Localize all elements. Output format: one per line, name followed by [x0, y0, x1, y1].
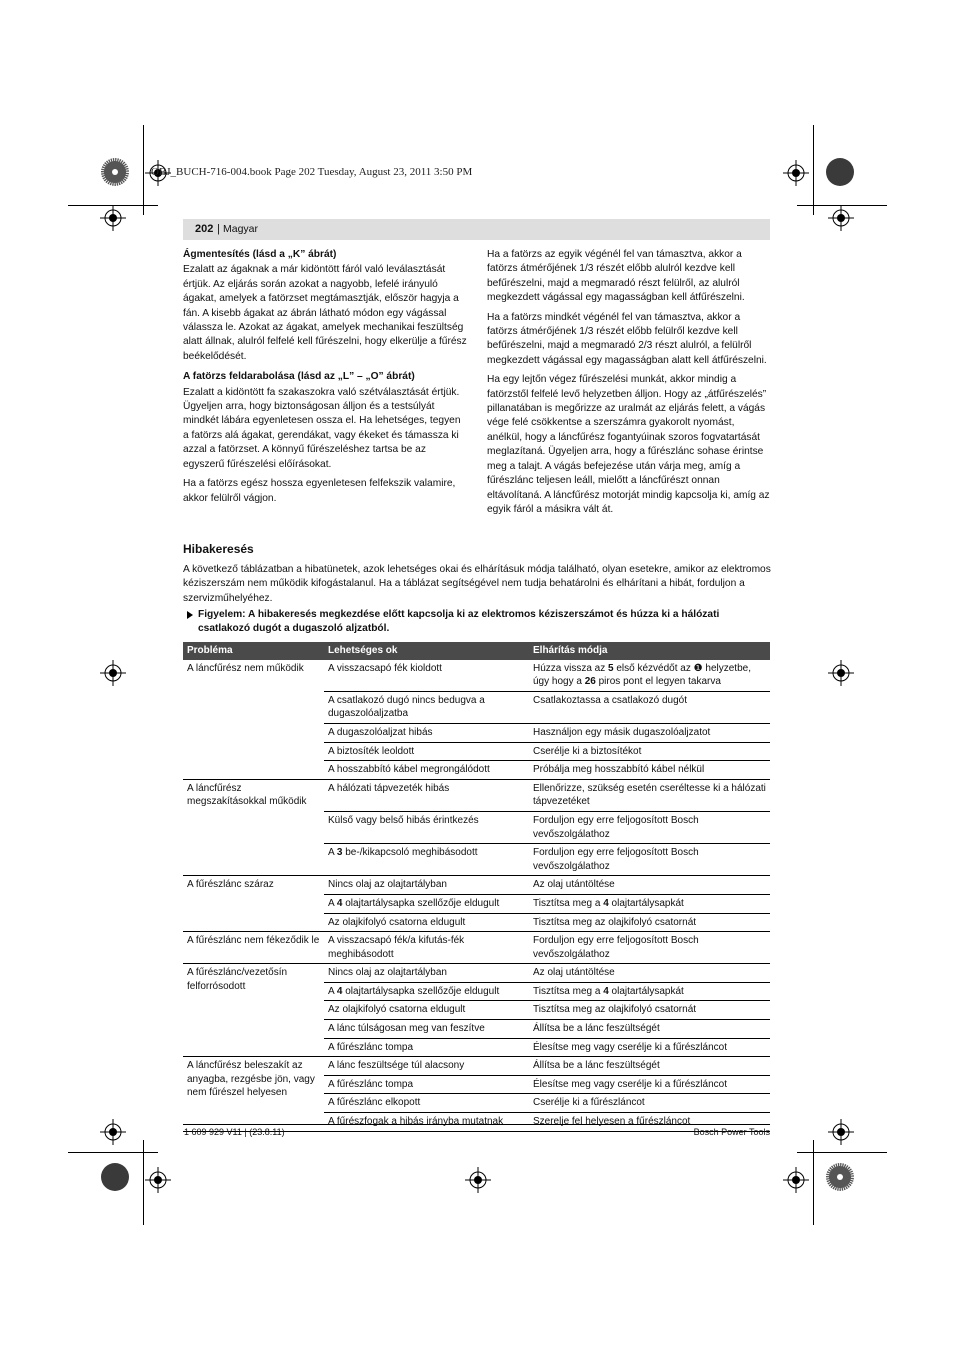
cell-remedy: Forduljon egy erre feljogosított Bosch vevőszolgálathoz: [529, 932, 770, 964]
paragraph: Ha a fatörzs mindkét végénél fel van támasztva, akkor a fatörzs átmérőjének 1/3 részét előbb felülről kezdve kell befűrészelni, majd a megmaradó 2/3 részt alulról, a felülről megkezdett vágással egy magasságban alatt kell átfűrészelni.: [487, 311, 767, 366]
registration-target-icon: [100, 205, 126, 231]
cell-remedy: Tisztítsa meg az olajkifolyó csatornát: [529, 913, 770, 932]
registration-target-icon: [145, 1167, 171, 1193]
column-header: Elhárítás módja: [529, 642, 770, 660]
cell-remedy: Állítsa be a lánc feszültségét: [529, 1020, 770, 1039]
crop-mark: [143, 125, 144, 215]
cell-remedy: Szerelje fel helyesen a fűrészláncot: [529, 1113, 770, 1132]
cell-cause: A lánc túlságosan meg van feszítve: [324, 1020, 529, 1039]
paragraph: Ezalatt az ágaknak a már kidöntött fáról való leválasztását értjük. Az eljárás során azokat a nagyobb, lefelé irányuló ágakat, amelyek a fatörzset megtámasztják, először hagyja a fán. A kisebb ágakat az ábrán látható módon egy vágással válassza le. Azokat az ágakat, amelyek mechanikai feszültség alatt állnak, alulról felfelé kell fűrészelni, hogy elkerülje a fűrész beékelődését.: [183, 264, 467, 362]
cell-cause: Külső vagy belső hibás érintkezés: [324, 811, 529, 843]
color-wheel-icon: [100, 157, 130, 187]
footer-doc-number: 1 609 929 V11 | (23.8.11): [184, 1127, 285, 1137]
cell-remedy: Állítsa be a lánc feszültségét: [529, 1057, 770, 1076]
right-column: [487, 248, 772, 522]
cell-cause: A dugaszolóaljzat hibás: [324, 723, 529, 742]
table-row: [183, 779, 770, 811]
table-row: [183, 660, 770, 692]
cell-cause: A fűrészlánc tompa: [324, 1038, 529, 1057]
footer-brand: Bosch Power Tools: [693, 1127, 770, 1137]
registration-target-icon: [828, 1119, 854, 1145]
troubleshooting-table: [183, 642, 770, 1132]
printer-slug: OBJ_BUCH-716-004.book Page 202 Tuesday, August 23, 2011 3:50 PM: [151, 166, 473, 178]
cell-cause: A hálózati tápvezeték hibás: [324, 779, 529, 811]
warning-note: [187, 608, 767, 637]
crop-mark: [68, 1152, 158, 1153]
registration-target-icon: [100, 660, 126, 686]
crop-mark: [143, 1140, 144, 1225]
cell-remedy: Csatlakoztassa a csatlakozó dugót: [529, 691, 770, 723]
cell-remedy: Húzza vissza az 5 első kézvédőt az ❶ helyzetbe, úgy hogy a 26 piros pont el legyen takarva: [529, 660, 770, 692]
table-row: [183, 876, 770, 895]
section-title: Hibakeresés: [183, 542, 254, 556]
column-header: Lehetséges ok: [324, 642, 529, 660]
cell-cause: A hosszabbító kábel megrongálódott: [324, 761, 529, 780]
table-header-row: [183, 642, 770, 660]
page-header: [183, 219, 770, 240]
paragraph: Ha a fatörzs az egyik végénél fel van támasztva, akkor a fatörzs átmérőjének 1/3 részét előbb alulról kezdve kell befűrészelni, majd a megmaradó részt felülről, az alulról megkezdett vágással egy magasságban kell átfűrészelni.: [487, 249, 745, 304]
table-row: [183, 1057, 770, 1076]
cell-problem: A fűrészlánc száraz: [183, 876, 324, 932]
registration-target-icon: [783, 160, 809, 186]
cell-remedy: Cserélje ki a biztosítékot: [529, 742, 770, 761]
cell-cause: Az olajkifolyó csatorna eldugult: [324, 913, 529, 932]
cell-problem: A fűrészlánc/vezetősín felforrósodott: [183, 964, 324, 1057]
cell-cause: Nincs olaj az olajtartályban: [324, 876, 529, 895]
cell-problem: A fűrészlánc nem fékeződik le: [183, 932, 324, 964]
footer-rule: [183, 1124, 770, 1125]
column-header: Probléma: [183, 642, 324, 660]
paragraph: Ha a fatörzs egész hossza egyenletesen felfekszik valamire, akkor felülről vágjon.: [183, 478, 456, 504]
table-row: [183, 964, 770, 983]
header-language: Magyar: [223, 223, 259, 235]
cell-remedy: Próbálja meg hosszabbító kábel nélkül: [529, 761, 770, 780]
cell-remedy: Cserélje ki a fűrészláncot: [529, 1094, 770, 1113]
section-intro: A következő táblázatban a hibatünetek, azok lehetséges okai és elhárításuk módja található, olyan esetekre, amikor az elektromos kéziszerszám nem működik kifogástalanul. Ha a táblázat segítségével nem tudja behatárolni és elhárítani a hibát, forduljon a szervizműhelyéhez.: [183, 564, 771, 604]
cell-cause: A fűrészlánc elkopott: [324, 1094, 529, 1113]
crop-mark: [797, 1152, 887, 1153]
arrow-right-icon: [187, 611, 193, 619]
cell-remedy: Élesítse meg vagy cserélje ki a fűrészláncot: [529, 1075, 770, 1094]
page-number: 202: [195, 223, 214, 235]
cell-problem: A láncfűrész nem működik: [183, 660, 324, 780]
crop-mark: [813, 125, 814, 215]
cell-remedy: Tisztítsa meg a 4 olajtartálysapkát: [529, 982, 770, 1001]
cell-remedy: Ellenőrizze, szükség esetén cseréltesse ki a hálózati tápvezetéket: [529, 779, 770, 811]
cell-remedy: Forduljon egy erre feljogosított Bosch vevőszolgálathoz: [529, 811, 770, 843]
cell-remedy: Tisztítsa meg az olajkifolyó csatornát: [529, 1001, 770, 1020]
cell-remedy: Tisztítsa meg a 4 olajtartálysapkát: [529, 894, 770, 913]
cell-cause: A 4 olajtartálysapka szellőzője eldugult: [324, 982, 529, 1001]
header-separator: |: [217, 223, 220, 235]
cell-cause: Nincs olaj az olajtartályban: [324, 964, 529, 983]
cell-cause: Az olajkifolyó csatorna eldugult: [324, 1001, 529, 1020]
cell-cause: A 3 be-/kikapcsoló meghibásodott: [324, 844, 529, 876]
cell-cause: A 4 olajtartálysapka szellőzője eldugult: [324, 894, 529, 913]
left-column: [183, 248, 468, 511]
paragraph: Ezalatt a kidöntött fa szakaszokra való szétválasztását értjük. Ügyeljen arra, hogy biztonságosan álljon és a testsúlyát mindkét lábára egyenletesen ossza el. Ha lehetséges, tegyen a fatörzs alá ágakat, gerendákat, vagy ékeket és támassza ki azzal a fatörzset. A könnyű fűrészeléshez tartsa be az egyszerű fűrészelési előírásokat.: [183, 386, 461, 470]
crop-mark: [813, 1140, 814, 1225]
table-row: [183, 932, 770, 964]
cell-cause: A fűrészfogak a hibás irányba mutatnak: [324, 1113, 529, 1132]
cell-cause: A csatlakozó dugó nincs bedugva a dugaszolóaljzatba: [324, 691, 529, 723]
cell-problem: A láncfűrész megszakításokkal működik: [183, 779, 324, 876]
color-wheel-icon: [825, 157, 855, 187]
registration-target-icon: [465, 1167, 491, 1193]
cell-cause: A lánc feszültsége túl alacsony: [324, 1057, 529, 1076]
cell-cause: A fűrészlánc tompa: [324, 1075, 529, 1094]
registration-target-icon: [828, 660, 854, 686]
heading-cutting-trunk: A fatörzs feldarabolása (lásd az „L” – „O” ábrát): [183, 371, 415, 383]
cell-remedy: Használjon egy másik dugaszolóaljzatot: [529, 723, 770, 742]
cell-cause: A biztosíték leoldott: [324, 742, 529, 761]
cell-problem: A láncfűrész beleszakít az anyagba, rezgésbe jön, vagy nem fűrészel helyesen: [183, 1057, 324, 1131]
registration-target-icon: [828, 205, 854, 231]
cell-cause: A visszacsapó fék/a kifutás-fék meghibásodott: [324, 932, 529, 964]
warning-text: Figyelem: A hibakeresés megkezdése előtt kapcsolja ki az elektromos kéziszerszámot és húzza ki a hálózati csatlakozó dugót a dugaszoló aljzatból.: [198, 609, 720, 635]
registration-target-icon: [783, 1167, 809, 1193]
heading-branch-removal: Ágmentesítés (lásd a „K” ábrát): [183, 249, 337, 260]
color-wheel-icon: [100, 1162, 130, 1192]
cell-remedy: Élesítse meg vagy cserélje ki a fűrészláncot: [529, 1038, 770, 1057]
cell-cause: A visszacsapó fék kioldott: [324, 660, 529, 692]
cell-remedy: Forduljon egy erre feljogosított Bosch vevőszolgálathoz: [529, 844, 770, 876]
cell-remedy: Az olaj utántöltése: [529, 964, 770, 983]
paragraph: Ha egy lejtőn végez fűrészelési munkát, akkor mindig a fatörzstől felfelé levő helyzetben álljon. Hogy az „átfűrészelés” pillanatában is megőrizze az uralmát az eljárás felett, a vágás vége felé csökkentse a szerszámra gyakorolt nyomást, anélkül, hogy a láncfűrész fogantyúinak szoros fogvatartását meglazítaná. Ügyeljen arra, hogy a fűrészlánc sohase érintse meg a talajt. A vágás befejezése után várja meg, amíg a fűrészlánc teljesen leáll, mielőtt a láncfűrészt onnan eltávolítaná. A láncfűrész motorját mindig kapcsolja ki, amíg az egyik fáról a másikra vált át.: [487, 374, 770, 515]
cell-remedy: Az olaj utántöltése: [529, 876, 770, 895]
registration-target-icon: [100, 1119, 126, 1145]
color-wheel-icon: [825, 1162, 855, 1192]
